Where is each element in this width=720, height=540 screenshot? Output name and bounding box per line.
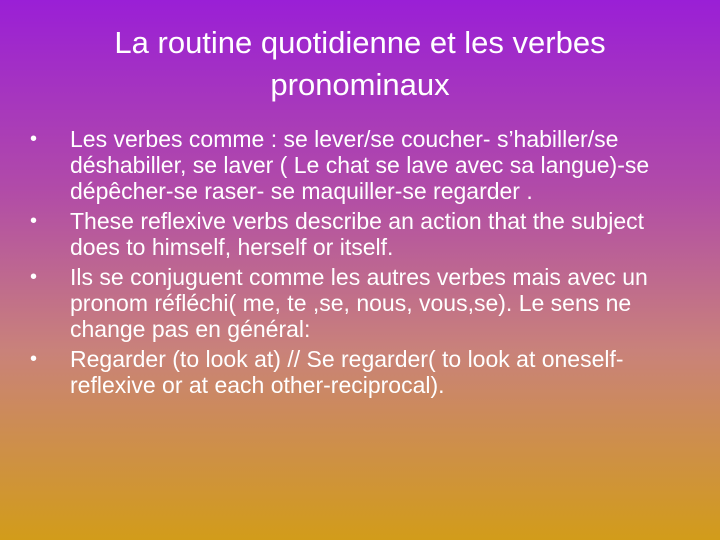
bullet-marker: • [30, 348, 38, 370]
bullet-marker: • [30, 128, 38, 150]
bullet-item [28, 208, 696, 260]
bullet-item [28, 264, 696, 342]
bullet-marker: • [30, 210, 38, 232]
bullet-text: Regarder (to look at) // Se regarder( to look at oneself-reflexive or at each other-reciprocal). [70, 346, 624, 398]
bullet-marker: • [30, 266, 38, 288]
bullet-text: Ils se conjuguent comme les autres verbes mais avec un pronom réfléchi( me, te ,se, nous, vous,se). Le sens ne change pas en général: [70, 264, 648, 342]
bullet-item [28, 346, 696, 398]
bullet-text: These reflexive verbs describe an action that the subject does to himself, herself or itself. [70, 208, 645, 260]
bullet-list [28, 126, 696, 402]
bullet-text: Les verbes comme : se lever/se coucher- s’habiller/se déshabiller, se laver ( Le chat se lave avec sa langue)-se dépêcher-se raser- se maquiller-se regarder . [70, 126, 650, 204]
bullet-item [28, 126, 696, 204]
slide-title: La routine quotidienne et les verbes pronominaux [114, 25, 606, 102]
